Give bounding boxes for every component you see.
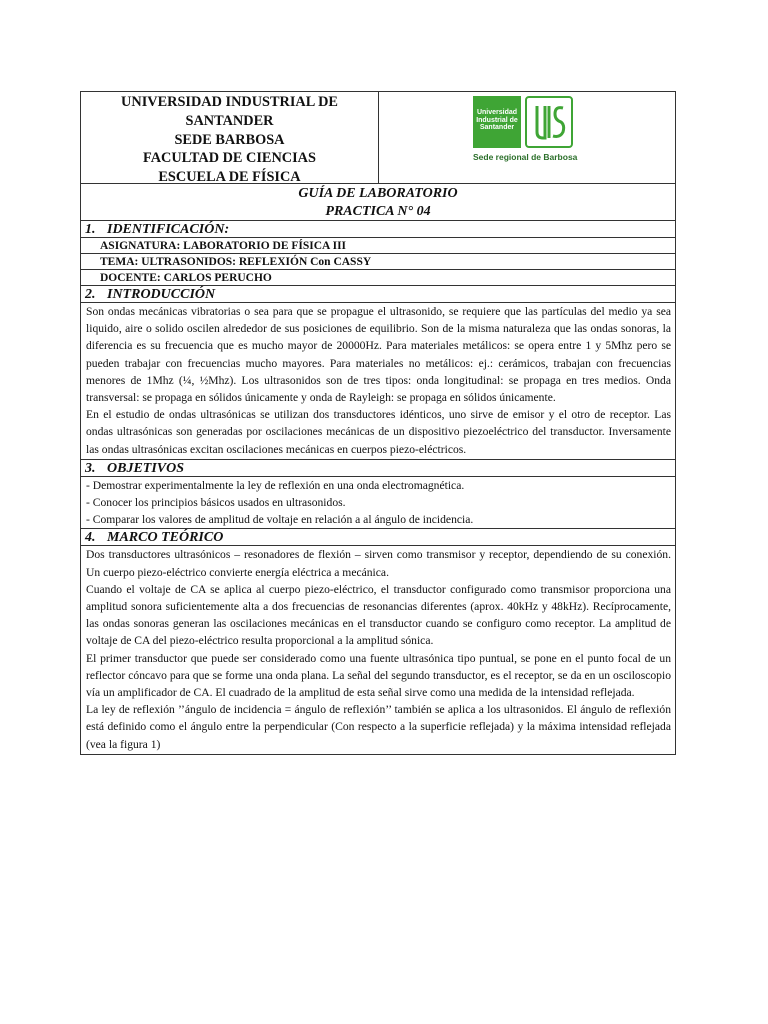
section-title: OBJETIVOS	[107, 460, 185, 476]
uis-seal-icon	[525, 96, 573, 148]
paragraph: Dos transductores ultrasónicos – resonadores de flexión – sirven como transmisor y receptor, dependiendo de su conexión. Un cuerpo piezo-eléctrico convierte energía eléctrica a mecánica.	[86, 548, 671, 579]
institution-line: SANTANDER	[185, 112, 274, 129]
section-title: MARCO TEÓRICO	[107, 530, 224, 546]
guide-title-line: GUÍA DE LABORATORIO	[298, 186, 458, 201]
uis-logo	[473, 96, 585, 166]
institution-line: UNIVERSIDAD INDUSTRIAL DE	[121, 94, 338, 110]
institution-block	[81, 92, 379, 186]
section-number: 2.	[85, 287, 96, 302]
guide-title	[81, 184, 675, 221]
institution-line: ESCUELA DE FÍSICA	[158, 169, 301, 186]
section-heading-objetivos	[81, 460, 675, 477]
section-title: INTRODUCCIÓN	[107, 287, 216, 302]
institution-line: FACULTAD DE CIENCIAS	[143, 150, 316, 167]
section-title: IDENTIFICACIÓN:	[107, 222, 230, 237]
section-number: 4.	[85, 530, 96, 546]
lab-guide-table	[80, 91, 676, 755]
docente-field: DOCENTE: CARLOS PERUCHO	[81, 270, 675, 286]
list-item: - Demostrar experimentalmente la ley de reflexión en una onda electromagnética.	[86, 478, 465, 492]
header-row	[81, 92, 675, 184]
asignatura-field: ASIGNATURA: LABORATORIO DE FÍSICA III	[81, 238, 675, 254]
section-heading-identificacion	[81, 221, 675, 238]
paragraph: La ley de reflexión ’’ángulo de incidencia = ángulo de reflexión’’ también se aplica a los ultrasonidos. El ángulo de reflexión está definido como el ángulo entre la perpendicular (Con respecto a la superficie reflejada) y la máxima intensidad reflejada (vea la figura 1)	[86, 703, 671, 751]
uis-logo-wordmark	[473, 96, 521, 148]
section-number: 3.	[85, 460, 96, 476]
list-item: - Conocer los principios básicos usados en ultrasonidos.	[86, 496, 346, 510]
section-number: 1.	[85, 222, 96, 237]
logo-cell	[379, 92, 675, 183]
section-heading-marco	[81, 529, 675, 546]
logo-caption: Sede regional de Barbosa	[473, 152, 578, 162]
logo-text-line: Universidad	[476, 109, 518, 116]
list-item: - Comparar los valores de amplitud de voltaje en relación a al ángulo de incidencia.	[86, 513, 474, 527]
logo-text-line: Industrial de	[476, 116, 518, 124]
section-heading-introduccion	[81, 286, 675, 303]
practice-number: PRACTICA N° 04	[325, 203, 431, 219]
marco-body	[81, 546, 675, 753]
institution-line: SEDE BARBOSA	[174, 131, 285, 148]
paragraph: Cuando el voltaje de CA se aplica al cuerpo piezo-eléctrico, el transductor configurado como transmisor proporciona una amplitud sonora suficientemente alta a dos frecuencias de resonancias diferentes (aprox. 40kHz y 48kHz). Recíprocamente, las ondas sonoras generan las oscilaciones mecánicas en el transductor cuando se configuro como receptor. La amplitud de voltaje de CA del piezo-eléctrico resulta proporcional a la amplitud sónica.	[86, 582, 671, 648]
logo-text-line: Santander	[479, 124, 515, 131]
objetivos-list	[81, 477, 675, 530]
paragraph: Son ondas mecánicas vibratorias o sea para que se propague el ultrasonido, se requiere que las partículas del medio ya sea liquido, aire o solido oscilen alrededor de sus posiciones de equilibrio. Son de la misma naturaleza que las ondas sonoras, la diferencia es su frecuencia que es mucho mayor de 20000Hz. Para materiales metálicos: se opera entre 1 y 5Mhz pero se pueden trabajar con frecuencias mucho mayores. Para materiales no metálicos: ej.: cerámicos, trabajan con frecuencias menores de 1Mhz (¼, ½Mhz). Los ultrasonidos son de tres tipos: onda longitudinal: se propaga en tres medios. Onda transversal: se propaga en sólidos únicamente y onda de Rayleigh: se propaga en sólidos únicamente.	[86, 305, 671, 405]
paragraph: En el estudio de ondas ultrasónicas se utilizan dos transductores idénticos, uno sirve de emisor y el otro de receptor. Las ondas ultrasónicas son generadas por oscilaciones mecánicas de un dispositivo piezoeléctrico del transductor. Inversamente las ondas ultrasónicas excitan oscilaciones mecánicas en cuerpos piezo-eléctricos.	[86, 408, 671, 456]
introduccion-body	[81, 303, 675, 460]
tema-field: TEMA: ULTRASONIDOS: REFLEXIÓN Con CASSY	[81, 254, 675, 270]
paragraph: El primer transductor que puede ser considerado como una fuente ultrasónica tipo puntual, se pone en el punto focal de un reflector cóncavo para que se forme una onda plana. La señal del segundo transductor, es el receptor, se da en un osciloscopio vía un amplificador de CA. El cuadrado de la amplitud de esta señal sirve como una medida de la intensidad reflejada.	[86, 651, 671, 700]
